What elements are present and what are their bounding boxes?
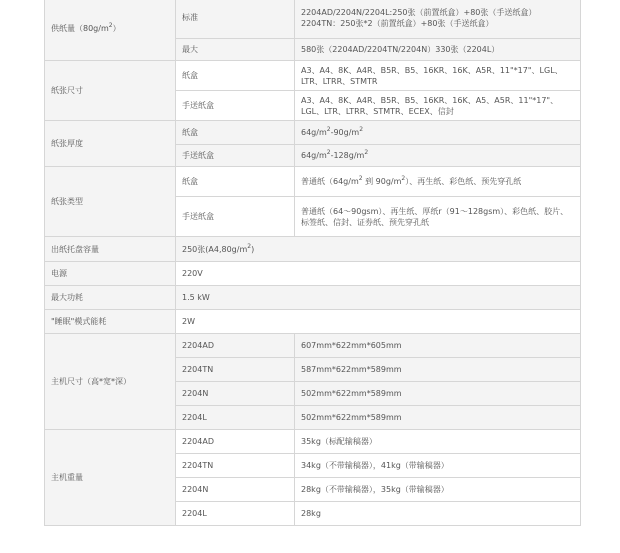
spec-sub-label: 最大 — [176, 39, 295, 61]
spec-value: $64g/m^2-128g/m^2$ — [295, 145, 581, 167]
spec-sub-label: 2204TN — [176, 358, 295, 382]
spec-value: 2204AD/2204N/2204L:250张（前置纸盒）+80张（手送纸盒） 2204TN：250张*2（前置纸盒）+80张（手送纸盒） — [295, 0, 581, 39]
spec-sub-label: 纸盒 — [176, 61, 295, 91]
table-row — [45, 310, 581, 334]
table-row — [45, 334, 581, 358]
spec-value: 34kg（不带输稿器），41kg（带输稿器） — [295, 454, 581, 478]
spec-value: 28kg（不带输稿器），35kg（带输稿器） — [295, 478, 581, 502]
spec-value: 607mm*622mm*605mm — [295, 334, 581, 358]
spec-sub-label: 手送纸盒 — [176, 91, 295, 121]
table-row — [45, 121, 581, 145]
spec-label: 出纸托盘容量 — [45, 237, 176, 262]
table-row — [45, 167, 581, 197]
spec-value: 1.5 kW — [176, 286, 581, 310]
spec-value: 普通纸（$64g/m^2$ 到 $90g/m^2$）、再生纸、彩色纸、预先穿孔纸 — [295, 167, 581, 197]
spec-label: 最大功耗 — [45, 286, 176, 310]
spec-sub-label: 纸盒 — [176, 167, 295, 197]
table-row — [45, 61, 581, 91]
table-row — [45, 286, 581, 310]
spec-label: 主机尺寸（高*宽*深） — [45, 334, 176, 430]
spec-value: $64g/m^2-90g/m^2$ — [295, 121, 581, 145]
spec-sub-label: 手送纸盒 — [176, 145, 295, 167]
table-row — [45, 262, 581, 286]
spec-table-body — [45, 0, 581, 526]
spec-value: 普通纸（64～90gsm）、再生纸、厚纸r（91～128gsm）、彩色纸、胶片、标签纸、信封、证券纸、预先穿孔纸 — [295, 197, 581, 237]
spec-label: "睡眠"模式能耗 — [45, 310, 176, 334]
spec-label: 纸张厚度 — [45, 121, 176, 167]
spec-value: 35kg（标配输稿器） — [295, 430, 581, 454]
spec-label: 供纸量$(80g/m^2)$ — [45, 0, 176, 61]
spec-sub-label: 2204L — [176, 502, 295, 526]
spec-value: A3、A4、8K、A4R、B5R、B5、16KR、16K、A5、A5R、11"*17"、LGL、LTR、LTRR、STMTR、ECEX、信封 — [295, 91, 581, 121]
spec-table — [44, 0, 581, 526]
spec-label: 主机重量 — [45, 430, 176, 526]
table-row — [45, 237, 581, 262]
spec-label: 电源 — [45, 262, 176, 286]
spec-value: 2W — [176, 310, 581, 334]
spec-label: 纸张尺寸 — [45, 61, 176, 121]
table-row — [45, 0, 581, 39]
spec-value: 502mm*622mm*589mm — [295, 406, 581, 430]
spec-value: 220V — [176, 262, 581, 286]
spec-value: 587mm*622mm*589mm — [295, 358, 581, 382]
spec-sub-label: 2204TN — [176, 454, 295, 478]
spec-sub-label: 2204AD — [176, 334, 295, 358]
spec-sub-label: 2204N — [176, 478, 295, 502]
spec-sub-label: 2204N — [176, 382, 295, 406]
spec-value: 502mm*622mm*589mm — [295, 382, 581, 406]
spec-value: 580张（2204AD/2204TN/2204N）330张（2204L） — [295, 39, 581, 61]
spec-sub-label: 纸盒 — [176, 121, 295, 145]
spec-value: 250张$(A4,80g/m^2)$ — [176, 237, 581, 262]
spec-value: 28kg — [295, 502, 581, 526]
spec-sub-label: 手送纸盒 — [176, 197, 295, 237]
spec-value: A3、A4、8K、A4R、B5R、B5、16KR、16K、A5R、11"*17"、LGL、LTR、LTRR、STMTR — [295, 61, 581, 91]
spec-sub-label: 2204L — [176, 406, 295, 430]
spec-label: 纸张类型 — [45, 167, 176, 237]
table-row — [45, 430, 581, 454]
spec-sub-label: 标准 — [176, 0, 295, 39]
spec-sub-label: 2204AD — [176, 430, 295, 454]
